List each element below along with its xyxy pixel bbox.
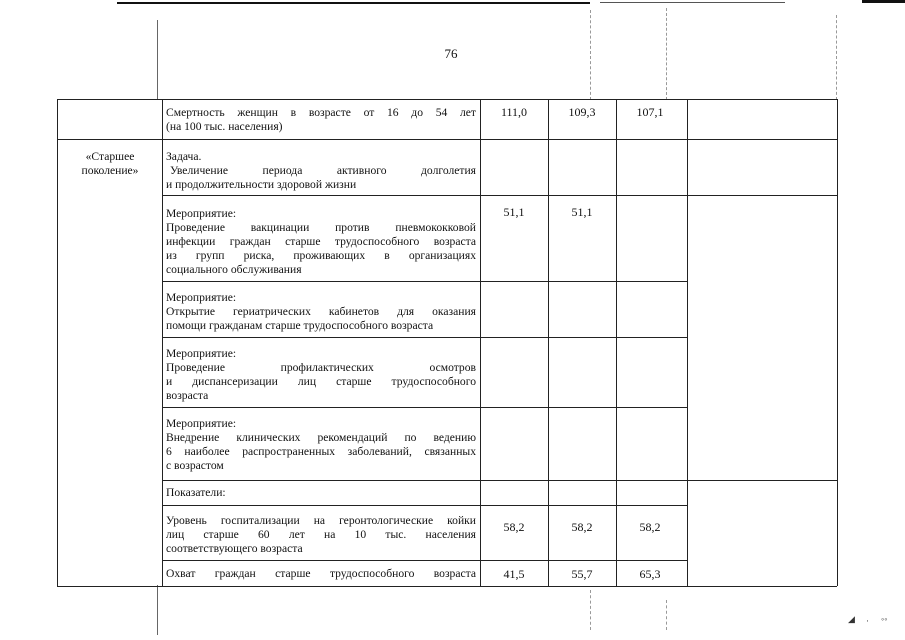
value-cell: 107,1: [636, 105, 664, 119]
scan-guide-line: [590, 590, 591, 630]
row-text-line: Мероприятие:: [166, 417, 237, 430]
value-cell: 58,2: [571, 520, 593, 534]
row-text-line: Смертность женщин в возрасте от 16 до 54 лет: [166, 106, 476, 119]
row-text-line: социального обслуживания: [166, 263, 302, 276]
row-text-line: лиц старше 60 лет на 10 тыс. населения: [166, 528, 476, 541]
scan-guide-line: [666, 600, 667, 630]
value-cell: 51,1: [571, 205, 593, 219]
scan-guide-line: [666, 8, 667, 100]
row-text-line: возраста: [166, 389, 209, 402]
table-rule: [162, 99, 163, 586]
value-cell: 51,1: [503, 205, 525, 219]
scan-speck: ·: [866, 616, 869, 626]
scan-top-rule: [600, 2, 785, 3]
table-rule: [57, 586, 837, 587]
row-description: [166, 417, 476, 473]
value-cell: 65,3: [639, 567, 661, 581]
value-cell: 55,7: [571, 567, 593, 581]
row-text-line: Мероприятие:: [166, 207, 237, 220]
value-cell: 111,0: [500, 105, 528, 119]
value-cell: 41,5: [503, 567, 525, 581]
row-text-line: соответствующего возраста: [166, 542, 303, 555]
row-text-line: Увеличение периода активного долголетия: [170, 164, 476, 177]
page-number: 76: [444, 46, 458, 61]
table-rule: [162, 480, 837, 481]
scan-top-rule: [117, 2, 590, 4]
table-rule: [162, 407, 687, 408]
row-text-line: помощи гражданам старше трудоспособного возраста: [166, 319, 434, 332]
value-cell: 58,2: [503, 520, 525, 534]
table-rule: [162, 505, 687, 506]
table-rule: [162, 281, 687, 282]
row-text-line: инфекции граждан старше трудоспособного возраста: [166, 235, 476, 248]
table-rule: [616, 99, 617, 586]
scan-guide-line: [157, 585, 158, 635]
row-text-line: Проведение вакцинации против пневмококковой: [166, 221, 476, 234]
row-text-line: и продолжительности здоровой жизни: [166, 178, 357, 191]
scan-guide-line: [590, 10, 591, 100]
row-description: [166, 514, 476, 556]
row-text-line: Уровень госпитализации на геронтологические койки: [166, 514, 476, 527]
value-cell: 109,3: [568, 105, 596, 119]
row-text-line: и диспансеризации лиц старше трудоспособного: [166, 375, 476, 388]
row-text-line: Мероприятие:: [166, 347, 237, 360]
row-description: [166, 347, 476, 403]
row-text-line: 6 наиболее распространенных заболеваний, связанных: [166, 445, 476, 458]
row-description: [166, 291, 476, 333]
scan-guide-line: [157, 20, 158, 100]
row-text-line: Открытие гериатрических кабинетов для оказания: [166, 305, 476, 318]
table-rule: [837, 99, 838, 586]
row-text-line: Задача.: [166, 150, 202, 163]
row-text-line: Внедрение клинических рекомендаций по ведению: [166, 431, 476, 444]
row-text-line: Охват граждан старше трудоспособного возраста: [166, 567, 476, 580]
row-description: [166, 106, 476, 134]
table-rule: [57, 99, 58, 586]
row-description: [166, 207, 476, 277]
section-label: «Старшее поколение»: [81, 150, 139, 177]
row-text-line: (на 100 тыс. населения): [166, 120, 283, 133]
table-rule: [480, 99, 481, 586]
row-description: [166, 567, 476, 581]
scan-guide-line: [836, 15, 837, 100]
value-cell: 58,2: [639, 520, 661, 534]
row-text-line: Мероприятие:: [166, 291, 237, 304]
table-rule: [57, 139, 837, 140]
table-rule: [162, 195, 837, 196]
row-description: [166, 486, 476, 500]
scan-speck: ◢: [848, 614, 855, 624]
row-text-line: с возрастом: [166, 459, 224, 472]
row-text-line: из групп риска, проживающих в организациях: [166, 249, 476, 262]
table-rule: [687, 99, 688, 586]
row-description: [166, 150, 476, 192]
table-rule: [57, 99, 837, 100]
scan-corner-mark: [862, 0, 905, 3]
scan-speck: ◦◦: [881, 614, 888, 624]
table-rule: [162, 560, 687, 561]
table-rule: [162, 337, 687, 338]
row-text-line: Показатели:: [166, 486, 226, 499]
table-rule: [548, 99, 549, 586]
row-text-line: Проведение профилактических осмотров: [166, 361, 476, 374]
